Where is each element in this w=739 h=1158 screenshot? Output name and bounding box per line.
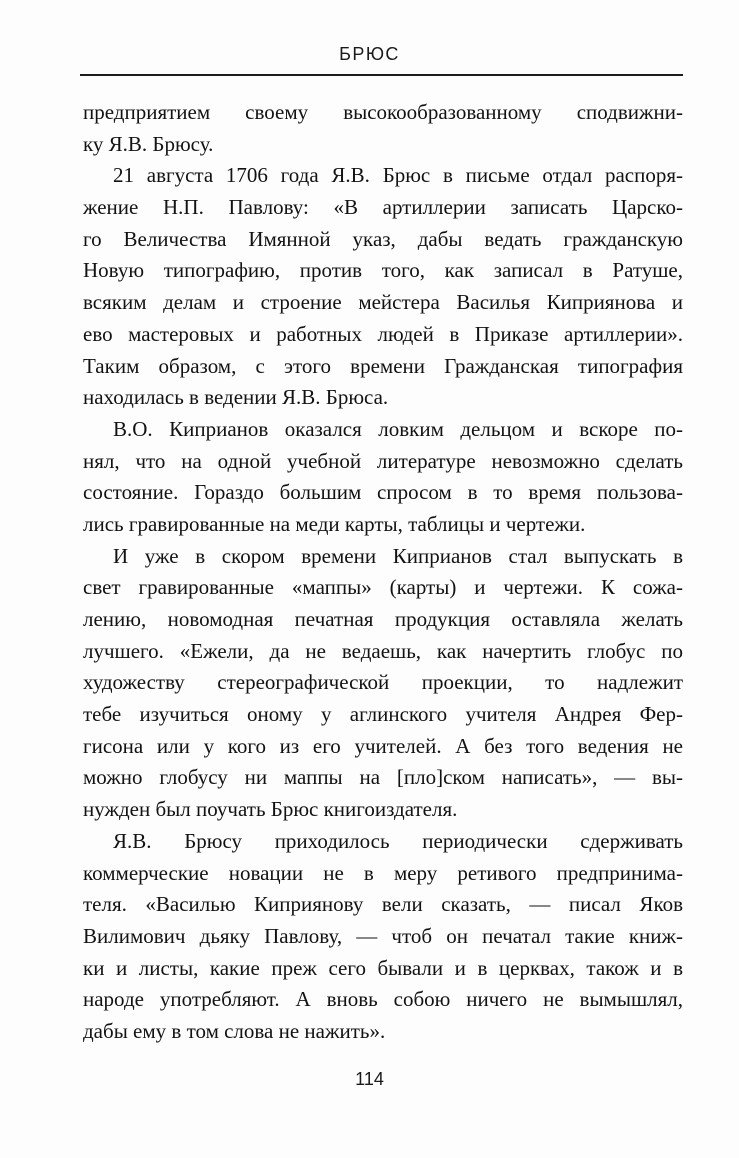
text-line: ки и листы, какие преж сего бывали и в церквах, також и в [83, 955, 683, 980]
header-rule [80, 74, 683, 76]
text-line: народе употребляют. А вновь собою ничего не вымышлял, [83, 987, 683, 1012]
text-line: 21 августа 1706 года Я.В. Брюс в письме отдал распоря- [113, 163, 683, 188]
text-line: нял, что на одной учебной литературе невозможно сделать [83, 448, 683, 473]
paragraph [83, 414, 683, 541]
text-line: состояние. Гораздо большим спросом в то время пользова- [83, 480, 683, 505]
text-line: Вилимович дьяку Павлову, — чтоб он печатал такие книж- [83, 923, 683, 948]
text-line: художеству стереографической проекции, то надлежит [83, 670, 683, 695]
text-line: свет гравированные «маппы» (карты) и чертежи. К сожа- [83, 575, 683, 600]
text-line: И уже в скором времени Киприанов стал выпускать в [113, 543, 683, 568]
text-line: тебе изучиться оному у аглинского учителя Андрея Фер- [83, 702, 683, 727]
text-line: Новую типографию, против того, как записал в Ратуше, [83, 258, 683, 283]
paragraph [83, 97, 683, 160]
text-line: гисона или у кого из его учителей. А без того ведения не [83, 733, 683, 758]
paragraph [83, 541, 683, 826]
text-line: В.О. Киприанов оказался ловким дельцом и вскоре по- [113, 416, 683, 441]
paragraph [83, 160, 683, 414]
text-line: ево мастеровых и работных людей в Приказе артиллерии». [83, 321, 683, 346]
text-line: ку Я.В. Брюсу. [83, 131, 214, 156]
text-line: предприятием своему высокообразованному сподвижни- [83, 100, 683, 124]
body-text [83, 97, 683, 1048]
text-line: всяким делам и строение мейстера Василья Киприянова и [83, 290, 683, 315]
page-number: 114 [355, 1069, 384, 1089]
text-line: Таким образом, с этого времени Гражданская типография [83, 353, 683, 378]
text-line: жение Н.П. Павлову: «В артиллерии записать Царско- [83, 195, 683, 220]
text-line: лению, новомодная печатная продукция оставляла желать [83, 607, 683, 631]
text-line: нужден был поучать Брюс книгоиздателя. [83, 797, 458, 822]
text-line: Я.В. Брюсу приходилось периодически сдерживать [113, 828, 683, 853]
paragraph [83, 826, 683, 1048]
running-head-title: БРЮС [339, 44, 400, 64]
text-line: дабы ему в том слова не нажить». [83, 1018, 386, 1043]
text-line: коммерческие новации не в меру ретивого предпринима- [83, 860, 683, 885]
text-line: лись гравированные на меди карты, таблицы и чертежи. [83, 511, 586, 536]
text-line: лучшего. «Ежели, да не ведаешь, как начертить глобус по [83, 638, 683, 663]
text-line: находилась в ведении Я.В. Брюса. [83, 385, 389, 410]
text-line: теля. «Василью Киприянову вели сказать, — писал Яков [83, 892, 683, 917]
text-line: можно глобусу ни маппы на [пло]ском написать», — вы- [83, 765, 683, 790]
text-line: го Величества Имянной указ, дабы ведать гражданскую [83, 226, 683, 251]
